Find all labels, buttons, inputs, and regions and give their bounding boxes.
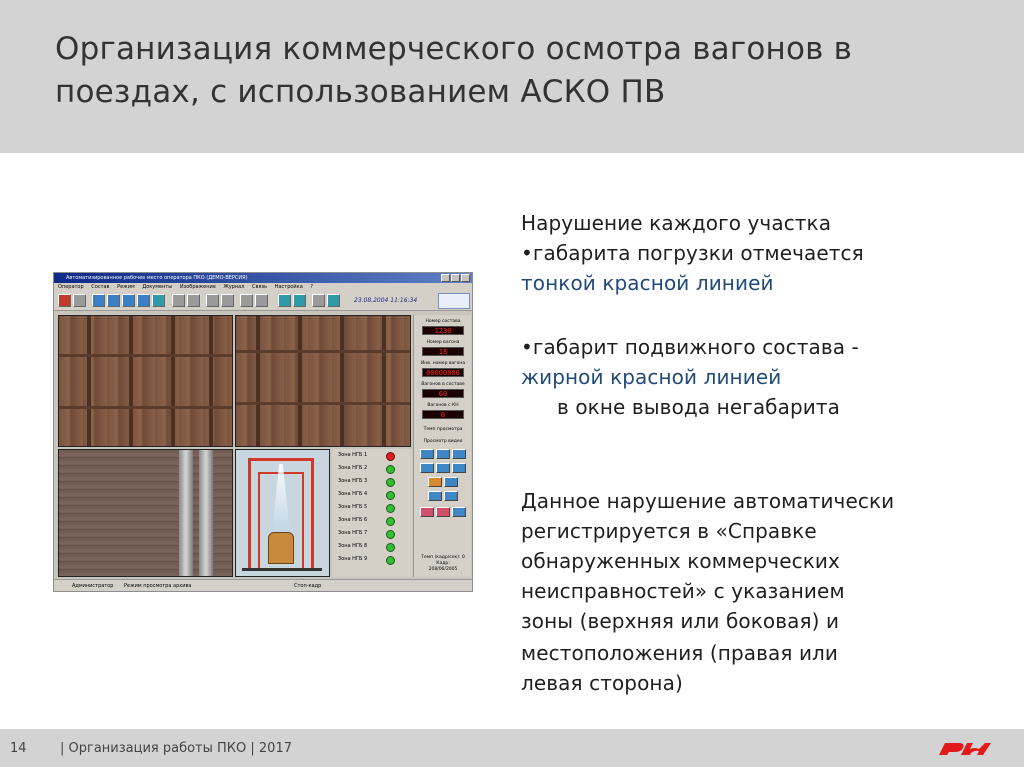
status-stop-frame: Стоп-кадр (294, 583, 322, 589)
title-line-2: поездах, с использованием АСКО ПВ (55, 74, 666, 110)
zone-status-indicator (386, 478, 395, 487)
status-mode: Режим просмотра архива (124, 583, 192, 589)
desc-paragraph-line: Данное нарушение автоматически (521, 489, 895, 513)
desc-paragraph-line: регистрируется в «Справке (521, 519, 817, 543)
maximize-button[interactable] (451, 274, 460, 282)
zone-row (334, 555, 410, 566)
desc-line: Нарушение каждого участка (521, 211, 832, 235)
info-panel (413, 315, 471, 577)
zone-label: Зона НГБ 1 (338, 452, 368, 458)
zone-row (334, 503, 410, 514)
zone-row (334, 464, 410, 475)
desc-paragraph-line: зоны (верхняя или боковая) и (521, 609, 840, 633)
minimize-button[interactable] (441, 274, 450, 282)
video-control-button[interactable] (428, 477, 442, 487)
zone-label: Зона НГБ 7 (338, 530, 368, 536)
menu-item[interactable]: Состав (91, 284, 110, 290)
train-number-display: 1230 (422, 326, 464, 335)
desc-highlight-thick: жирной красной линией (521, 365, 782, 389)
settings-icon[interactable] (255, 294, 268, 307)
camera-view-icon[interactable] (152, 294, 165, 307)
wagon-number-label: Номер вагона (426, 340, 460, 345)
camera-view-icon[interactable] (107, 294, 120, 307)
app-datetime: 23.08.2004 11:16:34 (354, 297, 418, 304)
wagons-in-train-label: Вагонов в составе (421, 382, 465, 387)
view-tempo-label: Темп просмотра (423, 427, 463, 432)
pin-icon[interactable] (312, 294, 325, 307)
asko-app-screenshot (53, 272, 473, 592)
video-control-button[interactable] (436, 507, 450, 517)
zone-label: Зона НГБ 6 (338, 517, 368, 523)
zone-row (334, 477, 410, 488)
refresh-icon[interactable] (327, 294, 340, 307)
menu-item[interactable]: Журнал (223, 284, 245, 290)
zone-row (334, 490, 410, 501)
window-controls (441, 274, 470, 282)
desc-highlight-thin: тонкой красной линией (521, 271, 774, 295)
close-button[interactable] (461, 274, 470, 282)
menu-item[interactable]: Изображение (179, 284, 216, 290)
video-control-button[interactable] (452, 463, 466, 473)
eye-icon[interactable] (278, 294, 291, 307)
title-line-1: Организация коммерческого осмотра вагонов в (55, 31, 853, 67)
app-titlebar: Автоматизированное рабочее место оператора ПКО (ДЕМО-ВЕРСИЯ) (54, 273, 472, 283)
desc-bullet-2: •габарит подвижного состава - (521, 335, 859, 359)
document-icon[interactable] (172, 294, 185, 307)
video-control-button[interactable] (444, 491, 458, 501)
zone-status-indicator (386, 504, 395, 513)
train-number-label: Номер состава (425, 319, 461, 324)
menu-item[interactable]: Документы (142, 284, 173, 290)
camera-view-top[interactable] (58, 449, 233, 577)
zone-label: Зона НГБ 4 (338, 491, 368, 497)
camera-view-right[interactable] (235, 315, 411, 447)
zone-label: Зона НГБ 8 (338, 543, 368, 549)
desc-paragraph-line: левая сторона) (521, 671, 683, 695)
tempo-label: Темп (кадр/сек): 0 (421, 555, 465, 560)
inv-number-label: Инв. номер вагона (420, 361, 466, 366)
video-view-label: Просмотр видео (423, 439, 463, 444)
zone-status-indicator (386, 517, 395, 526)
desc-paragraph-line: неисправностей» с указанием (521, 579, 845, 603)
video-control-button[interactable] (436, 463, 450, 473)
video-control-button[interactable] (444, 477, 458, 487)
slide-footer (0, 729, 1024, 767)
video-control-button[interactable] (420, 449, 434, 459)
camera-view-icon[interactable] (92, 294, 105, 307)
footer-text: | Организация работы ПКО | 2017 (60, 741, 292, 756)
video-control-button[interactable] (420, 507, 434, 517)
app-menubar (54, 283, 472, 291)
zone-status-indicator (386, 465, 395, 474)
desc-paragraph-line: обнаруженных коммерческих (521, 549, 840, 573)
wagons-in-train-display: 60 (422, 389, 464, 398)
print-icon[interactable] (240, 294, 253, 307)
wagon-silhouette (268, 532, 294, 564)
wagon-number-display: 18 (422, 347, 464, 356)
zone-row (334, 451, 410, 462)
wagon-icon[interactable] (73, 294, 86, 307)
zone-label: Зона НГБ 5 (338, 504, 368, 510)
frame-label: Кадр: (436, 561, 450, 566)
wagons-kn-display: 0 (422, 410, 464, 419)
desc-paragraph-line: местоположения (правая или (521, 641, 839, 665)
zone-label: Зона НГБ 3 (338, 478, 368, 484)
frame-value: 208/06/2005 (428, 567, 458, 572)
menu-item[interactable]: Настройка (274, 284, 303, 290)
zone-status-indicator (386, 543, 395, 552)
menu-item[interactable]: ? (310, 284, 314, 290)
document-icon[interactable] (187, 294, 200, 307)
grid-icon[interactable] (221, 294, 234, 307)
eye-icon[interactable] (293, 294, 306, 307)
page-number: 14 (10, 741, 27, 756)
zone-status-indicator (386, 452, 395, 461)
slide-header (0, 0, 1024, 153)
train-icon[interactable] (58, 294, 71, 307)
inv-number-display: 00000000 (422, 368, 464, 377)
zone-status-indicator (386, 491, 395, 500)
video-control-button[interactable] (428, 491, 442, 501)
zone-row (334, 529, 410, 540)
camera-view-icon[interactable] (137, 294, 150, 307)
menu-item[interactable]: Режим (117, 284, 135, 290)
wagons-kn-label: Вагонов с КН (427, 403, 459, 408)
grid-icon[interactable] (206, 294, 219, 307)
zone-row (334, 542, 410, 553)
video-control-button[interactable] (452, 449, 466, 459)
video-control-button[interactable] (420, 463, 434, 473)
zone-row (334, 516, 410, 527)
desc-bullet-1: •габарита погрузки отмечается (521, 241, 864, 265)
zone-label: Зона НГБ 9 (338, 556, 368, 562)
slide-title (55, 28, 955, 114)
zone-status-indicator (386, 530, 395, 539)
zone-label: Зона НГБ 2 (338, 465, 368, 471)
company-logo (438, 293, 470, 309)
camera-view-icon[interactable] (122, 294, 135, 307)
video-control-button[interactable] (452, 507, 466, 517)
camera-view-left[interactable] (58, 315, 233, 447)
video-control-button[interactable] (436, 449, 450, 459)
rzd-logo-icon (935, 735, 995, 761)
app-statusbar (54, 579, 472, 592)
zone-status-indicator (386, 556, 395, 565)
clearance-gauge-window (235, 449, 330, 577)
desc-line: в окне вывода негабарита (557, 395, 840, 419)
zones-list (332, 449, 412, 577)
menu-item[interactable]: Оператор (58, 284, 84, 290)
menu-item[interactable]: Связь (252, 284, 268, 290)
status-operator: Администратор (72, 583, 114, 589)
